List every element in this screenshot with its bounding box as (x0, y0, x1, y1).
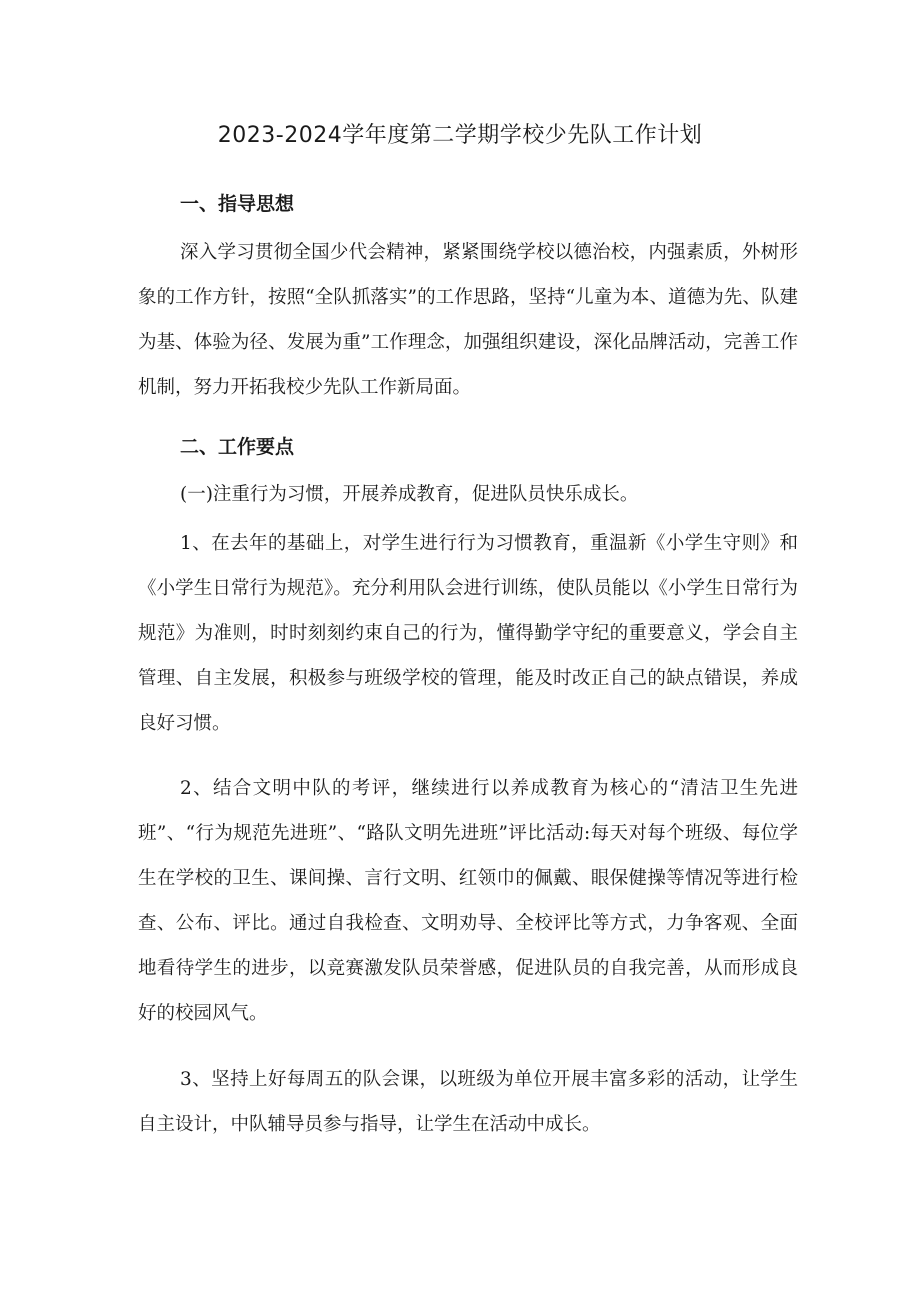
document-title: 2023-2024学年度第二学期学校少先队工作计划 (217, 123, 703, 148)
paragraph-guiding-thought: 深入学习贯彻全国少代会精神，紧紧围绕学校以德治校，内强素质，外树形象的工作方针，按照“全队抓落实”的工作思路，坚持“儿童为本、道德为先、队建为基、体验为径、发展为重”工作理念，加强组织建设，深化品牌活动，完善工作机制，努力开拓我校少先队工作新局面。 (138, 242, 798, 398)
section-heading-guiding-thought: 一、指导思想 (180, 193, 295, 215)
paragraph-item-3: 3、坚持上好每周五的队会课，以班级为单位开展丰富多彩的活动，让学生自主设计，中队辅导员参与指导，让学生在活动中成长。 (138, 1069, 798, 1135)
paragraph-item-2: 2、结合文明中队的考评，继续进行以养成教育为核心的“清洁卫生先进班”、“行为规范先进班”、“路队文明先进班”评比活动:每天对每个班级、每位学生在学校的卫生、课间操、言行文明、红领巾的佩戴、眼保健操等情况等进行检查、公布、评比。通过自我检查、文明劝导、全校评比等方式，力争客观、全面地看待学生的进步，以竞赛激发队员荣誉感，促进队员的自我完善，从而形成良好的校园风气。 (138, 778, 798, 1024)
section-heading-work-points: 二、工作要点 (180, 436, 295, 458)
paragraph-item-1: 1、在去年的基础上，对学生进行行为习惯教育，重温新《小学生守则》和《小学生日常行为规范》。充分利用队会进行训练，使队员能以《小学生日常行为规范》为准则，时时刻刻约束自己的行为，懂得勤学守纪的重要意义，学会自主管理、自主发展，积极参与班级学校的管理，能及时改正自己的缺点错误，养成良好习惯。 (138, 533, 798, 734)
subheading-behavior-habits: (一)注重行为习惯，开展养成教育，促进队员快乐成长。 (180, 484, 639, 505)
